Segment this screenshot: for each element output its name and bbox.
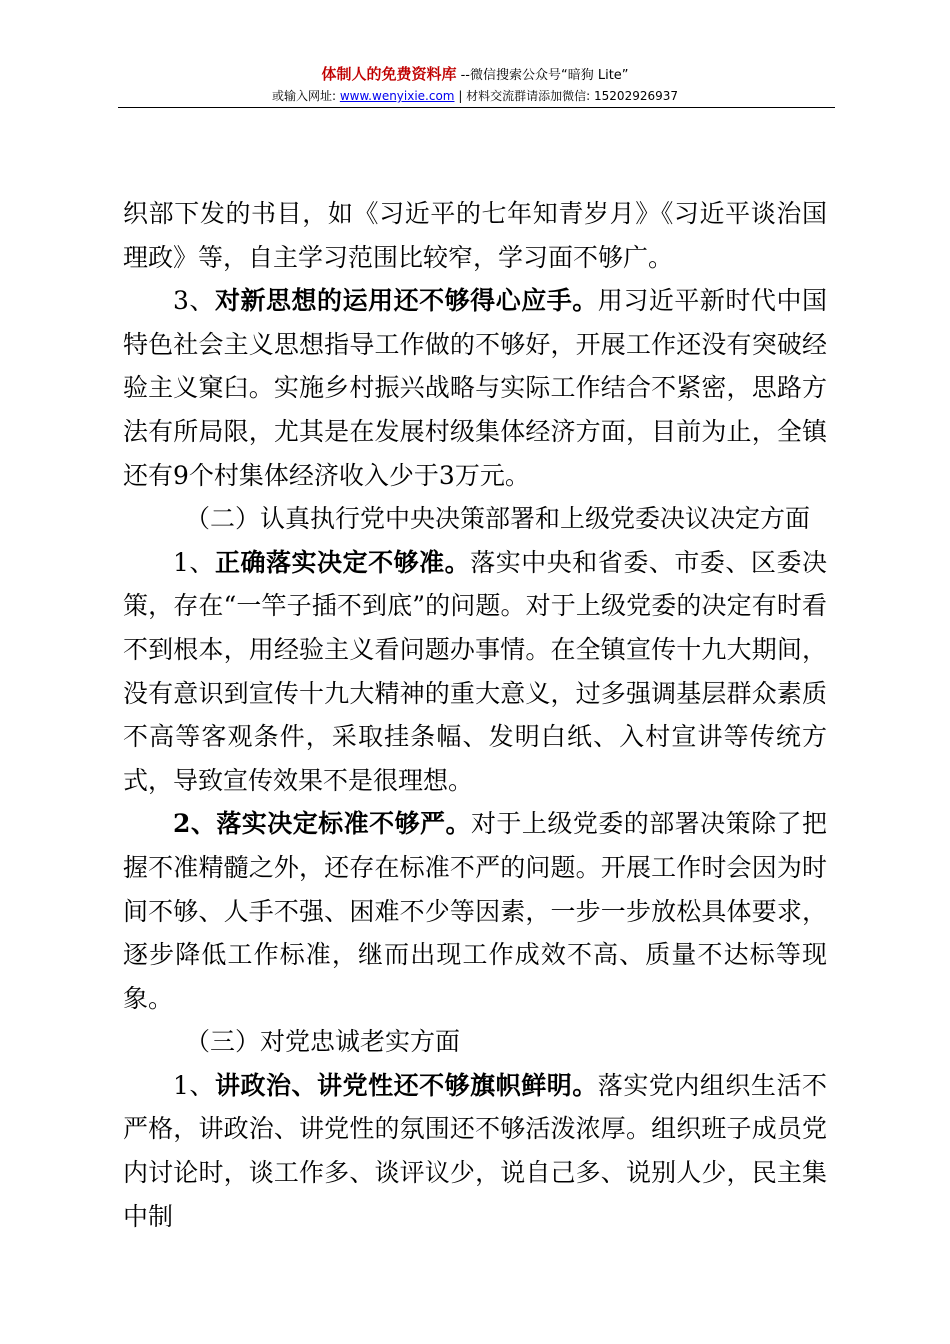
header-brand: 体制人的免费资料库: [321, 65, 457, 83]
header-divider: [118, 107, 835, 108]
header-contact: [0, 89, 950, 103]
section-heading-3: （三）对党忠诚老实方面: [185, 1027, 461, 1057]
header-contact-suffix: | 材料交流群请添加微信: 15202926937: [454, 89, 679, 103]
header-contact-prefix: 或输入网址:: [271, 89, 340, 103]
paragraph-point-2: [123, 802, 827, 1020]
paragraph-continued: 织部下发的书目，如《习近平的七年知青岁月》《习近平谈治国理政》等，自主学习范围比较窄，学习面不够广。: [123, 199, 827, 272]
point-number: 3、: [173, 286, 215, 316]
point-number: 1、: [173, 1070, 215, 1100]
point-text: 落实中央和省委、市委、区委决策，存在“一竿子插不到底”的问题。对于上级党委的决定有时看不到根本，用经验主义看问题办事情。在全镇宣传十九大期间，没有意识到宣传十九大精神的重大意义，过多强调基层群众素质不高等客观条件，采取挂条幅、发明白纸、入村宣讲等传统方式，导致宣传效果不是很理想。: [123, 547, 827, 795]
page-header: [0, 0, 950, 110]
point-heading: 对新思想的运用还不够得心应手。: [214, 286, 598, 316]
point-text: 落实党内组织生活不严格，讲政治、讲党性的氛围还不够活泼浓厚。组织班子成员党内讨论时，谈工作多、谈评议少，说自己多、说别人少，民主集中制: [123, 1070, 827, 1231]
header-website-link[interactable]: www.wenyixie.com: [339, 89, 455, 103]
header-banner: [0, 66, 950, 84]
paragraph-point-1a: [123, 541, 827, 803]
header-brand-tail: --微信搜索公众号“暗狗 Lite”: [456, 68, 629, 83]
document-body: [123, 192, 827, 1238]
point-text: 用习近平新时代中国特色社会主义思想指导工作做的不够好，开展工作还没有突破经验主义窠臼。实施乡村振兴战略与实际工作结合不紧密，思路方法有所局限，尤其是在发展村级集体经济方面，目前为止，全镇还有9个村集体经济收入少于3万元。: [123, 286, 827, 490]
point-heading: 正确落实决定不够准。: [214, 547, 471, 577]
point-number: 1、: [173, 547, 215, 577]
point-heading: 2、落实决定标准不够严。: [173, 809, 471, 839]
point-heading: 讲政治、讲党性还不够旗帜鲜明。: [214, 1070, 598, 1100]
point-text: 对于上级党委的部署决策除了把握不准精髓之外，还存在标准不严的问题。开展工作时会因为时间不够、人手不强、困难不少等因素，一步一步放松具体要求，逐步降低工作标准，继而出现工作成效不高、质量不达标等现象。: [123, 809, 827, 1013]
paragraph-point-3: [123, 279, 827, 497]
section-heading-2: （二）认真执行党中央决策部署和上级党委决议决定方面: [185, 504, 811, 534]
paragraph-point-1b: [123, 1064, 827, 1238]
